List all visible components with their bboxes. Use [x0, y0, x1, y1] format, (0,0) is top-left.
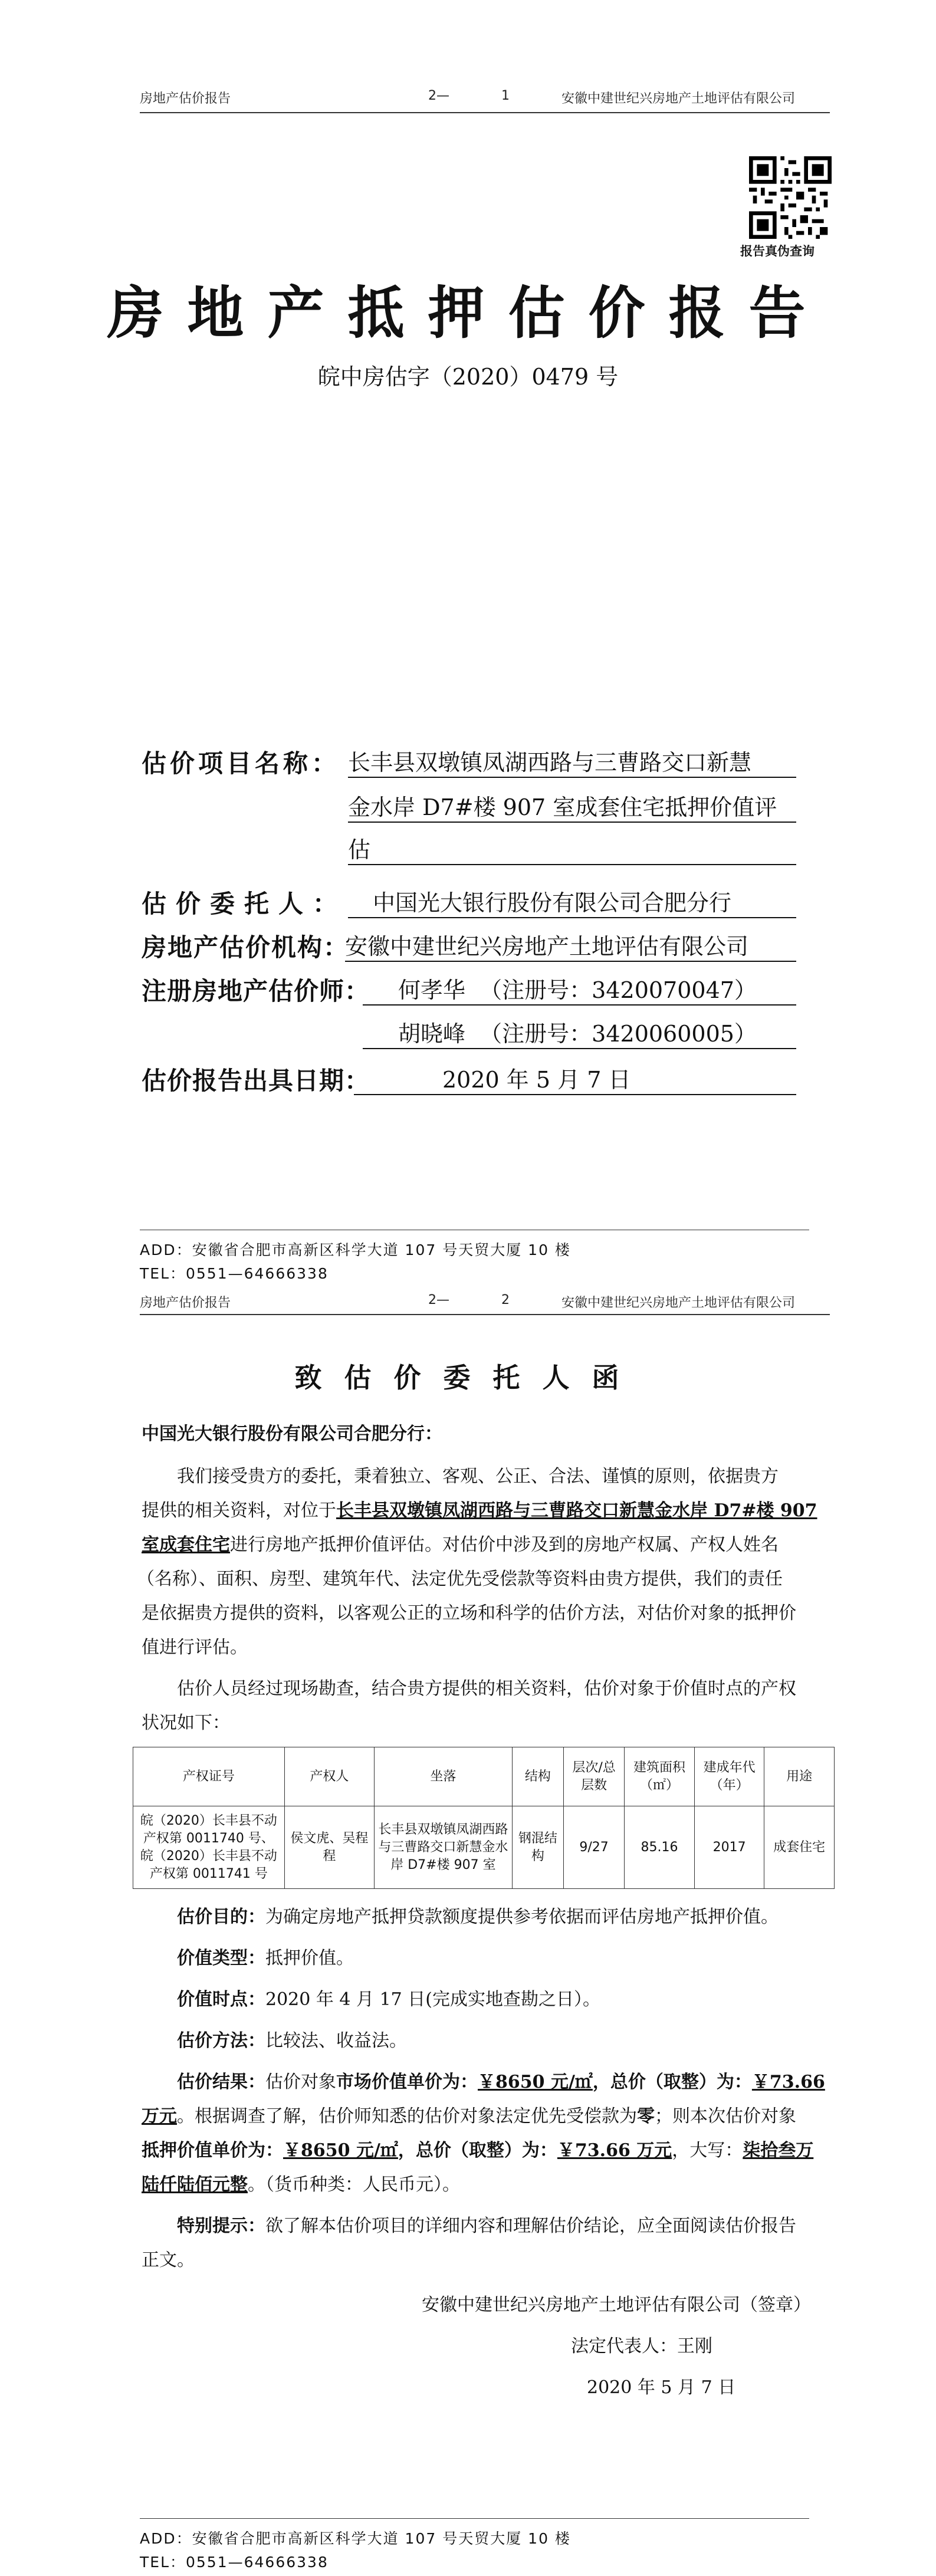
table-header-cell: 建成年代（年）: [694, 1747, 764, 1806]
table-header-cell: 建筑面积（㎡）: [625, 1747, 695, 1806]
result-line3: 抵押价值单价为：￥8650 元/㎡，总价（取整）为：￥73.66 万元，大写：柒拾叁万: [142, 2140, 814, 2161]
page2-header-rule: [140, 1314, 830, 1315]
page2-number-prefix: 2—: [428, 1293, 449, 1307]
qr-caption: 报告真伪查询: [740, 244, 815, 258]
document-number: 皖中房估字（2020）0479 号: [317, 364, 619, 390]
use-cell: 成套住宅: [764, 1806, 835, 1889]
project-name-line-3: 估: [348, 832, 796, 865]
result-line4: 陆仟陆佰元整。（货币种类：人民币元）。: [142, 2174, 460, 2195]
purpose-line: 估价目的：为确定房地产抵押贷款额度提供参考依据而评估房地产抵押价值。: [177, 1907, 779, 1927]
page2-footer-tel: TEL：0551—64666338: [140, 2554, 329, 2571]
cert-cell: 皖（2020）长丰县不动产权第 0011740 号、皖（2020）长丰县不动产权第 0011741 号: [133, 1806, 285, 1889]
agency-label: 房地产估价机构：: [142, 933, 350, 962]
page-number: 1: [501, 88, 510, 103]
letter-title: 致估价委托人函: [294, 1362, 642, 1394]
structure-cell: 钢混结构: [512, 1806, 563, 1889]
property-address-bold: 长丰县双墩镇凤湖西路与三曹路交口新慧金水岸 D7#楼 907: [336, 1500, 817, 1521]
year-cell: 2017: [694, 1806, 764, 1889]
table-header-cell: 坐落: [375, 1747, 513, 1806]
property-rights-table: [133, 1747, 835, 1889]
value-type-line: 价值类型：抵押价值。: [177, 1948, 354, 1969]
report-title: 房地产抵押估价报告: [107, 280, 829, 346]
table-header-row: [133, 1747, 835, 1806]
floor-cell: 9/27: [563, 1806, 624, 1889]
footer-tel: TEL：0551—64666338: [140, 1265, 329, 1282]
para1-line3: 室成套住宅进行房地产抵押价值评估。对估价中涉及到的房地产权属、产权人姓名: [142, 1535, 779, 1555]
agency-value: 安徽中建世纪兴房地产土地评估有限公司: [345, 928, 796, 962]
page-header-right: 安徽中建世纪兴房地产土地评估有限公司: [561, 91, 796, 106]
appraiser-1: 何孝华 （注册号：3420070047）: [363, 972, 796, 1006]
appraiser-2: 胡晓峰 （注册号：3420060005）: [363, 1016, 796, 1049]
salutation: 中国光大银行股份有限公司合肥分行：: [142, 1424, 442, 1444]
para1-line2: 提供的相关资料，对位于长丰县双墩镇凤湖西路与三曹路交口新慧金水岸 D7#楼 907: [142, 1500, 817, 1521]
project-name-line-2: 金水岸 D7#楼 907 室成套住宅抵押价值评: [348, 789, 796, 823]
report-date-value: 2020 年 5 月 7 日: [354, 1062, 796, 1095]
client-value: 中国光大银行股份有限公司合肥分行: [348, 885, 796, 918]
qr-code-icon[interactable]: [749, 156, 832, 239]
special-line1: 特别提示：欲了解本估价项目的详细内容和理解估价结论，应全面阅读估价报告: [177, 2216, 796, 2236]
location-cell: 长丰县双墩镇凤湖西路与三曹路交口新慧金水岸 D7#楼 907 室: [375, 1806, 513, 1889]
page-header-left: 房地产估价报告: [140, 91, 231, 106]
result-line2: 万元。根据调查了解，估价师知悉的估价对象法定优先受偿款为零；则本次估价对象: [142, 2106, 796, 2127]
table-header-cell: 产权人: [284, 1747, 374, 1806]
page2-header-right: 安徽中建世纪兴房地产土地评估有限公司: [561, 1296, 796, 1310]
page-number-prefix: 2—: [428, 88, 449, 103]
owner-cell: 侯文虎、吴程程: [284, 1806, 374, 1889]
para1-line5: 是依据贵方提供的资料，以客观公正的立场和科学的估价方法，对估价对象的抵押价: [142, 1603, 796, 1624]
area-cell: 85.16: [625, 1806, 695, 1889]
sign-date: 2020 年 5 月 7 日: [587, 2377, 736, 2398]
page2-header-left: 房地产估价报告: [140, 1296, 231, 1310]
table-header-cell: 用途: [764, 1747, 835, 1806]
client-label: 估价委托人：: [142, 889, 347, 918]
table-header-cell: 层次/总层数: [563, 1747, 624, 1806]
para2-line1: 估价人员经过现场勘查，结合贵方提供的相关资料，估价对象于价值时点的产权: [177, 1678, 796, 1699]
header-rule: [140, 112, 830, 113]
result-line1: 估价结果：估价对象市场价值单价为：￥8650 元/㎡，总价（取整）为：￥73.66: [177, 2072, 825, 2092]
signer: 安徽中建世纪兴房地产土地评估有限公司（签章）: [422, 2295, 811, 2315]
para2-line2: 状况如下：: [142, 1713, 230, 1733]
para1-line4: （名称）、面积、房型、建筑年代、法定优先受偿款等资料由贵方提供，我们的责任: [137, 1569, 783, 1589]
project-name-label: 估价项目名称：: [142, 749, 340, 778]
page2-footer-rule: [140, 2518, 809, 2519]
value-time-line: 价值时点：2020 年 4 月 17 日(完成实地查勘之日）。: [177, 1989, 600, 2010]
special-line2: 正文。: [142, 2250, 195, 2271]
table-header-cell: 产权证号: [133, 1747, 285, 1806]
para1-line6: 值进行评估。: [142, 1637, 248, 1658]
table-header-cell: 结构: [512, 1747, 563, 1806]
page2-footer-address: ADD：安徽省合肥市高新区科学大道 107 号天贸大厦 10 楼: [140, 2530, 571, 2547]
table-row: [133, 1806, 835, 1889]
footer-address: ADD：安徽省合肥市高新区科学大道 107 号天贸大厦 10 楼: [140, 1241, 571, 1259]
method-line: 估价方法：比较法、收益法。: [177, 2030, 407, 2051]
appraiser-label: 注册房地产估价师：: [142, 977, 370, 1006]
report-date-label: 估价报告出具日期：: [142, 1066, 370, 1095]
legal-representative: 法定代表人：王刚: [571, 2336, 712, 2357]
page2-number: 2: [501, 1293, 510, 1307]
project-name-line-1: 长丰县双墩镇凤湖西路与三曹路交口新慧: [348, 744, 796, 778]
para1-line1: 我们接受贵方的委托，秉着独立、客观、公正、合法、谨慎的原则，依据贵方: [177, 1466, 779, 1487]
